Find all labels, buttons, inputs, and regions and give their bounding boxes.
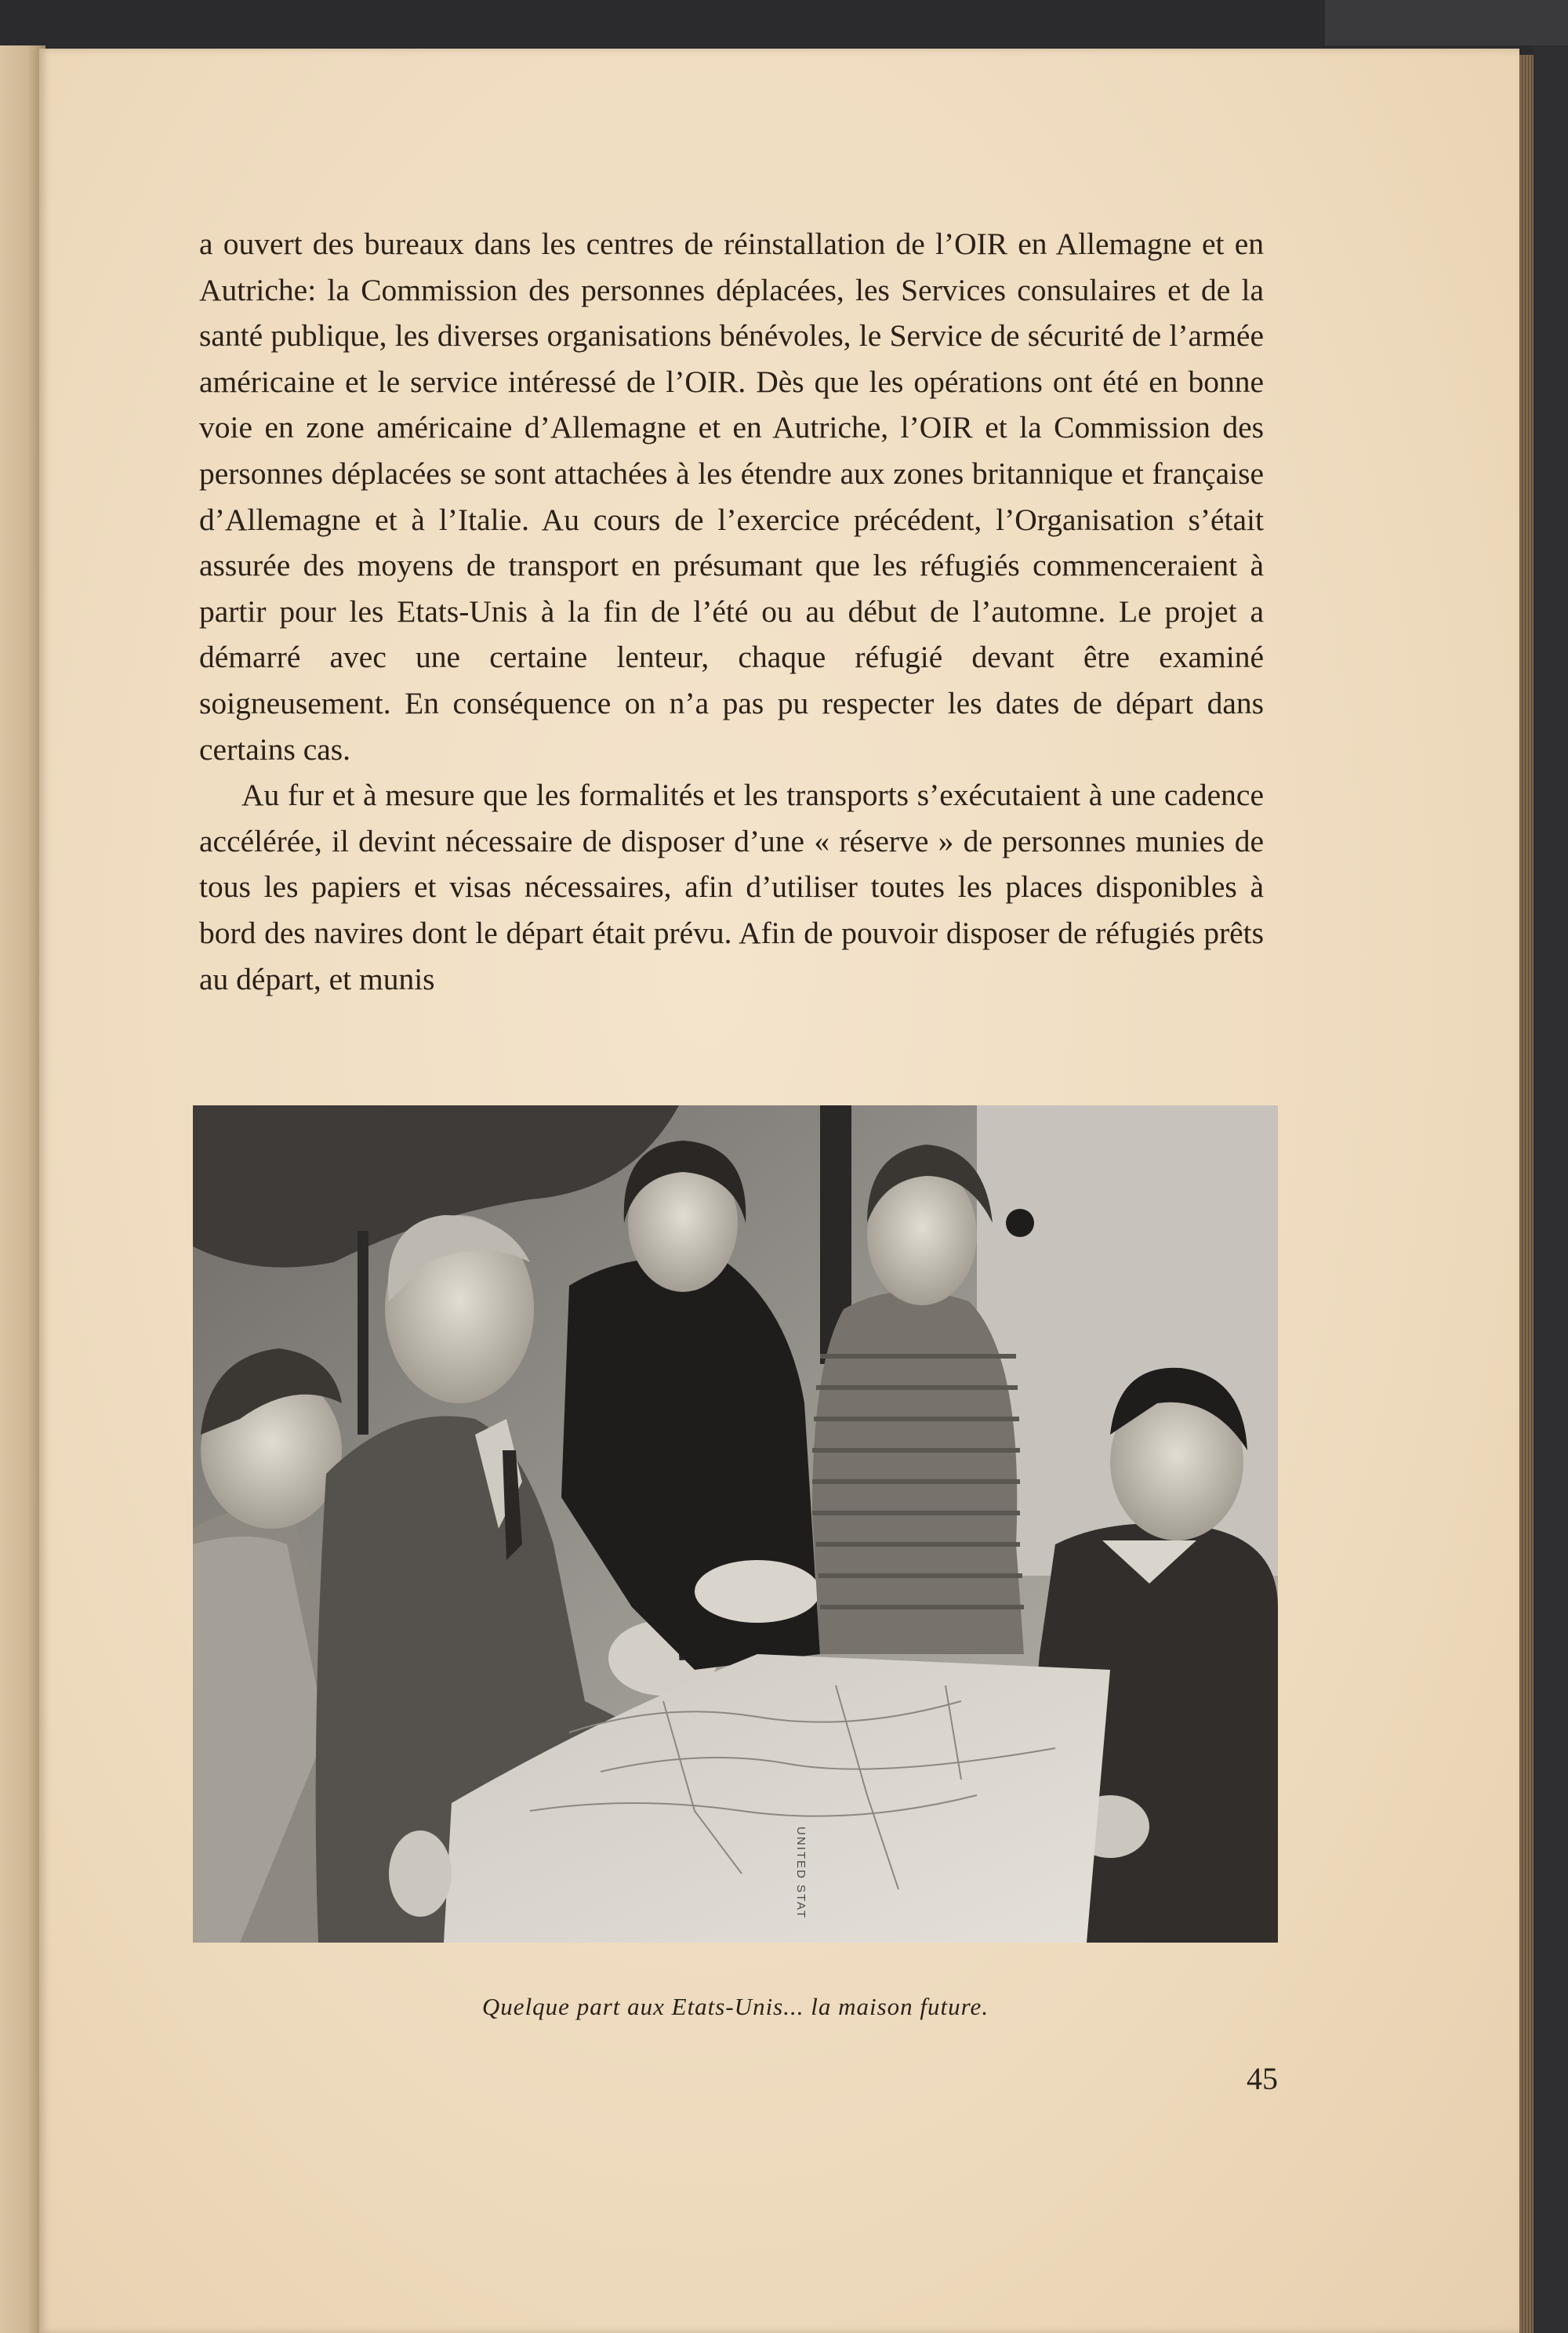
photo-door-frame: [358, 1231, 368, 1435]
page-stack-edges: [1519, 55, 1534, 2333]
photo-girl-hair-bow: [1006, 1209, 1034, 1237]
page-number: 45: [1247, 2061, 1278, 2096]
photo-boy-left-hand: [389, 1830, 452, 1917]
photo-caption: Quelque part aux Etats-Unis... la maison future.: [481, 1993, 989, 2020]
scan-background-right: [1534, 45, 1568, 2333]
photograph-family-with-map: [193, 1105, 1278, 1943]
paragraph-2: Au fur et à mesure que les formalités et les transports s’exécutaient à une cadence accélérée, il devint nécessaire de disposer d’une « réserve » de personnes munies de tous les papiers et visas nécessaires, afin d’utiliser toutes les places disponibles à bord des navires dont le départ était prévu. Afin de pouvoir disposer de réfugiés prêts au départ, et munis: [199, 778, 1264, 996]
photo-girl-dress: [812, 1291, 1024, 1654]
photo-woman-hands: [695, 1560, 820, 1623]
paragraph-1: a ouvert des bureaux dans les centres de réinstallation de l’OIR en Allemagne et en Autriche: la Commission des personnes déplacées, les Services consulaires et de la santé publique, les diverses organisations bénévoles, le Service de sécurité de l’armée américaine et le service intéressé de l’OIR. Dès que les opérations ont été en bonne voie en zone américaine d’Allemagne et en Autriche, l’OIR et la Commission des personnes déplacées se sont attachées à les étendre aux zones britannique et française d’Allemagne et à l’Italie. Au cours de l’exercice précédent, l’Organisation s’était assurée des moyens de transport en présumant que les réfugiés commenceraient à partir pour les Etats-Unis à la fin de l’été ou au début de l’automne. Le projet a démarré avec une certaine lenteur, chaque réfugié devant être examiné soigneusement. En conséquence on n’a pas pu respecter les dates de départ dans certains cas.: [199, 227, 1264, 767]
scan-background-top: [1325, 0, 1568, 45]
photo-map-label: UNITED STAT: [794, 1827, 808, 1920]
body-text: [199, 221, 1264, 1002]
